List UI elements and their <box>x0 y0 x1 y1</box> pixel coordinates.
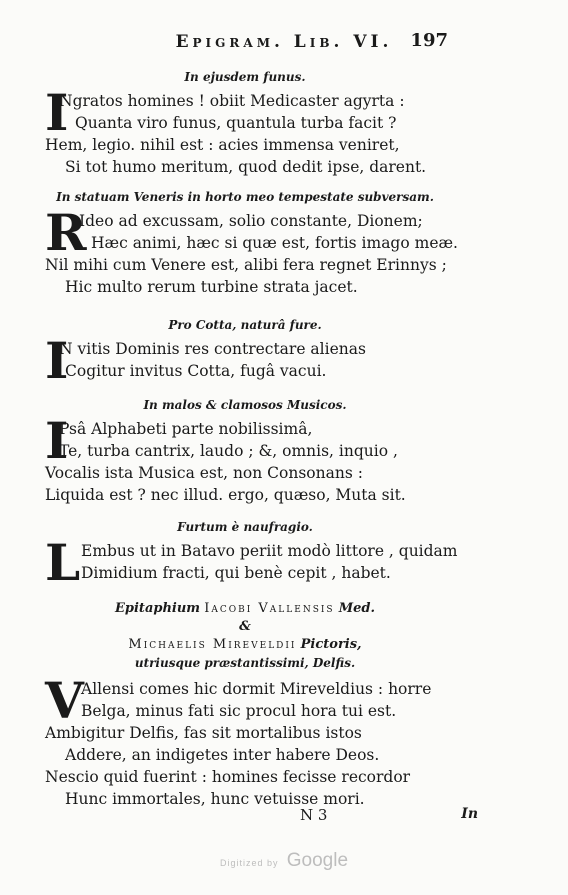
epitaph-heading-line-2 <box>45 636 445 654</box>
poem-heading: Pro Cotta, naturâ fure. <box>168 318 322 332</box>
poem-heading: In statuam Veneris in horto meo tempestate subversam. <box>56 190 434 204</box>
epitaph-name-1: Iacobi Vallensis <box>204 601 335 616</box>
verse-line: Cogitur invitus Cotta, fugâ vacui. <box>65 362 327 380</box>
verse-line: Psâ Alphabeti parte nobilissimâ, <box>59 420 313 438</box>
watermark-digitized: Digitized by <box>219 858 279 868</box>
poem-pro-cotta <box>45 318 445 390</box>
verse-line: Ideo ad excussam, solio constante, Dionem; <box>79 212 423 230</box>
running-title: Epigram. Lib. VI. <box>175 32 393 52</box>
verse-line: Hunc immortales, hunc vetuisse mori. <box>65 790 365 808</box>
poem-heading: In malos & clamosos Musicos. <box>143 398 347 412</box>
verse-line: Te, turba cantrix, laudo ; &, omnis, inquio , <box>59 442 398 460</box>
signature-mark: N 3 <box>300 806 328 824</box>
poem-in-malos-musicos <box>45 398 445 506</box>
poem-stanza <box>45 203 458 298</box>
drop-capital: I <box>45 331 69 390</box>
verse-line: Allensi comes hic dormit Mireveldius : horre <box>81 680 432 698</box>
epitaph-ampersand: & <box>239 619 251 634</box>
verse-line: Quanta viro funus, quantula turba facit ? <box>75 114 397 132</box>
google-watermark <box>0 850 568 872</box>
verse-line: Si tot humo meritum, quod dedit ipse, darent. <box>65 158 427 176</box>
verse-line: Embus ut in Batavo periit modò littore , quidam <box>81 542 458 560</box>
verse-line: Dimidium fracti, qui benè cepit , habet. <box>81 564 391 582</box>
epitaph-title-1: Med. <box>338 601 375 616</box>
poem-stanza <box>45 671 445 810</box>
epitaph-name-2: Michaelis Mireveldii <box>128 637 297 652</box>
poem-stanza <box>45 83 445 178</box>
drop-capital: L <box>45 533 81 592</box>
drop-capital: I <box>45 83 69 142</box>
poem-epitaphium <box>45 600 445 810</box>
drop-capital: V <box>45 671 84 730</box>
verse-line: Belga, minus fati sic procul hora tui est. <box>81 702 397 720</box>
epitaph-heading-line-1 <box>45 600 445 618</box>
watermark-brand: Google <box>286 850 349 871</box>
verse-line: N vitis Dominis res contrectare alienas <box>59 340 366 358</box>
poem-furtum-e-naufragio <box>45 520 458 592</box>
verse-line: Liquida est ? nec illud. ergo, quæso, Muta sit. <box>45 486 406 504</box>
verse-line: Addere, an indigetes inter habere Deos. <box>65 746 380 764</box>
verse-line: Ngratos homines ! obiit Medicaster agyrta : <box>59 92 405 110</box>
verse-line: Nescio quid fuerint : homines fecisse recordor <box>45 768 411 786</box>
epitaph-title-2: Pictoris, <box>300 637 362 652</box>
epitaph-heading-line-3: utriusque præstantissimi, Delfis. <box>134 656 356 670</box>
poem-in-statuam-veneris <box>45 190 458 298</box>
verse-line: Hæc animi, hæc si quæ est, fortis imago meæ. <box>91 234 458 252</box>
verse-line: Vocalis ista Musica est, non Consonans : <box>45 464 363 482</box>
verse-line: Nil mihi cum Venere est, alibi fera regnet Erinnys ; <box>45 256 447 274</box>
poem-heading: In ejusdem funus. <box>184 70 306 84</box>
poem-stanza <box>45 331 445 390</box>
poem-stanza <box>45 411 445 506</box>
poem-stanza <box>45 533 458 592</box>
verse-line: Hic multo rerum turbine strata jacet. <box>65 278 358 296</box>
drop-capital: R <box>45 203 87 262</box>
verse-line: Ambigitur Delfis, fas sit mortalibus istos <box>45 724 362 742</box>
epitaph-word: Epitaphium <box>115 601 201 616</box>
verse-line: Hem, legio. nihil est : acies immensa veniret, <box>45 136 400 154</box>
catchword: In <box>461 806 478 822</box>
page-number: 197 <box>410 30 448 51</box>
poem-heading: Furtum è naufragio. <box>177 520 313 534</box>
poem-in-ejusdem-funus <box>45 70 445 178</box>
drop-capital: I <box>45 411 69 470</box>
